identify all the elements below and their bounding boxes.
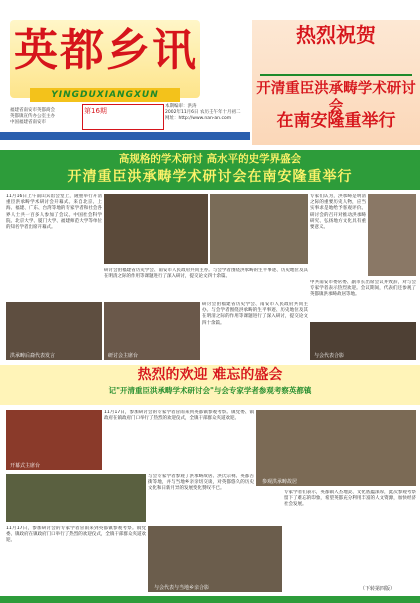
footer-strip	[0, 596, 420, 603]
photo-meeting	[210, 194, 308, 264]
article1-col1: 11月16日上午南山宾馆会堂上，隆重举行开清重臣洪承畴学术研讨会开幕式。来自北京、上海、福建、广东、台湾等地的专家学者和社会各界人士共一百多人参加了会议。中国社会科学院、北京大学、厦门大学、福建师范大学等单位的知名学者出席开幕式。	[6, 194, 102, 231]
meta-line: 本期编审：洪涛	[165, 104, 197, 109]
publisher-info	[10, 108, 80, 126]
issue-number: 第16期	[84, 107, 107, 115]
caption-group: 与会代表合影	[314, 353, 345, 359]
caption-podium: 研讨会主席台	[108, 353, 139, 359]
publisher-line: 英都镇宣传办公室主办	[10, 114, 55, 119]
headline-event: 开清重臣洪承畴学术研讨会	[256, 81, 416, 115]
header-divider	[0, 132, 250, 140]
article1-col3: 专家们认为，洪承畴是明清之际的重要历史人物，应当实事求是地给予客观评价。研讨会的召开对推动洪承畴研究、弘扬地方文化具有重要意义。	[310, 194, 366, 231]
photo-portrait	[368, 194, 416, 276]
photo-rostrum	[6, 410, 102, 470]
article2-col3: 专家学者们表示，英都镇人杰地灵、文化底蕴深厚，此次参观考察留下了难忘的印象，希望英都充分利用丰富的人文资源，加快经济社会发展。	[284, 490, 416, 508]
banner2-title: 热烈的欢迎 难忘的盛会	[137, 367, 283, 383]
photo-ceremony	[104, 194, 208, 264]
caption-rostrum: 开幕式主席台	[10, 463, 41, 469]
article2-col2: 与会专家学者参观了洪承畴故居、洪氏宗祠、英都古街等地，并与当地乡亲亲切交谈，对英都悠久的历史文化和日新月异的发展变化赞叹不已。	[148, 474, 254, 492]
article1-col2: 研讨会由福建省历史学会、南安市人民政府共同主办。与会学者围绕洪承畴的生平事迹、历史地位及其在明清之际的作用等课题进行了深入研讨，提交论文四十余篇。	[104, 268, 308, 280]
publisher-line: 中国福建省南安市	[10, 120, 46, 125]
headline-rule	[260, 74, 412, 76]
publisher-line: 福建省南安市英都商会	[10, 108, 55, 113]
meta-line: 2002年11月6日 农历壬午年十月初二	[165, 110, 241, 115]
banner-kicker: 高规格的学术研讨 高水平的史学界盛会	[118, 153, 302, 165]
meta-line: 网址：http://www.nan-an.com	[165, 116, 232, 121]
article1-col4: 中共南安市委常委、副市长出席会议并致辞，对与会专家学者表示热烈欢迎。会议期间，代表们还参观了英都镇洪承畴故居等地。	[310, 280, 416, 298]
article1-col2b: 研讨会由福建省历史学会、南安市人民政府共同主办。与会学者围绕洪承畴的生平事迹、历史地位及其在明清之际的作用等课题进行了深入研讨，提交论文四十余篇。	[202, 302, 308, 326]
photo-crowd	[148, 526, 282, 592]
continue-note: （下转第四版）	[360, 586, 396, 592]
masthead-pinyin: YINGDUXIANGXUN	[51, 90, 159, 100]
photo-village	[6, 474, 146, 522]
headline-location: 在南安隆重举行	[276, 111, 396, 131]
meta-info	[165, 104, 250, 128]
caption-residence: 参观洪承畴故居	[262, 479, 298, 485]
banner2-subtitle: 记"开清重臣洪承畴学术研讨会"与会专家学者参观考察英都镇	[108, 386, 312, 395]
banner-title: 开清重臣洪承畴学术研讨会在南安隆重举行	[67, 169, 353, 185]
headline-congrats: 热烈祝贺	[296, 23, 376, 47]
caption-speaker: 洪承畴后裔代表发言	[10, 353, 56, 359]
masthead-logo: 英都乡讯	[14, 25, 198, 76]
caption-crowd: 与会代表与当地乡亲合影	[154, 585, 210, 591]
photo-residence	[256, 410, 416, 486]
article2-col1b: 11月17日，参加研讨会的专家学者冒雨来到英都镇参观考察。镇党委、镇政府在镇政府门口举行了热烈的欢迎仪式，全镇干部群众夹道欢迎。	[6, 526, 146, 544]
article2-col1: 11月17日，参加研讨会的专家学者冒雨来到英都镇参观考察。镇党委、镇政府在镇政府门口举行了热烈的欢迎仪式，全镇干部群众夹道欢迎。	[104, 410, 254, 422]
